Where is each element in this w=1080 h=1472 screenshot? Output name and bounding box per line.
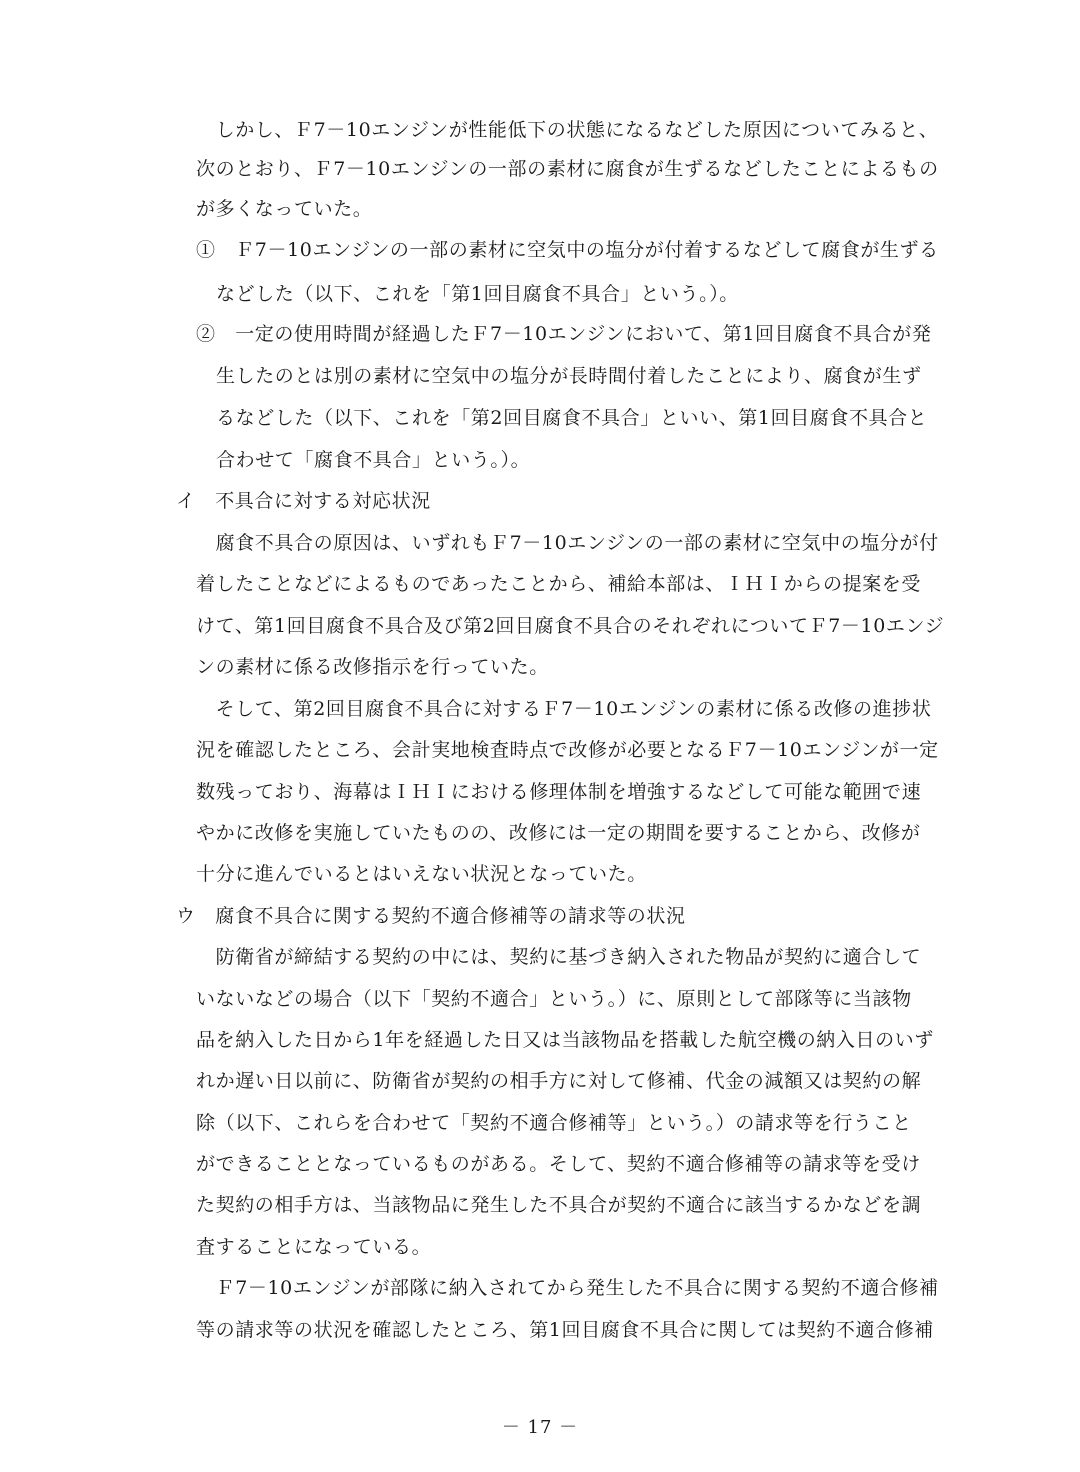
paragraph-4-line-5: 除（以下、これらを合わせて「契約不適合修補等」という。）の請求等を行うこと (196, 1112, 912, 1134)
paragraph-4-line-8: 査することになっている。 (196, 1236, 432, 1258)
paragraph-4-line-4: れか遅い日以前に、防衛省が契約の相手方に対して修補、代金の減額又は契約の解 (196, 1070, 922, 1092)
paragraph-2-line-4: ンの素材に係る改修指示を行っていた。 (196, 656, 549, 678)
paragraph-3-line-4: やかに改修を実施していたものの、改修には一定の期間を要することから、改修が (196, 822, 921, 844)
section-heading-i: イ 不具合に対する対応状況 (176, 490, 431, 512)
paragraph-2-line-3: けて、第1回目腐食不具合及び第2回目腐食不具合のそれぞれについてＦ7－10エンジ (196, 615, 945, 637)
list-item-2-line-1: ② 一定の使用時間が経過したＦ7－10エンジンにおいて、第1回目腐食不具合が発 (196, 323, 932, 345)
paragraph-4-line-7: た契約の相手方は、当該物品に発生した不具合が契約不適合に該当するかなどを調 (196, 1194, 922, 1216)
list-item-2-line-3: るなどした（以下、これを「第2回目腐食不具合」といい、第1回目腐食不具合と (216, 407, 928, 429)
paragraph-3-line-1: そして、第2回目腐食不具合に対するＦ7－10エンジンの素材に係る改修の進捗状 (196, 698, 932, 720)
list-item-2-line-2: 生したのとは別の素材に空気中の塩分が長時間付着したことにより、腐食が生ず (216, 365, 922, 387)
paragraph-3-line-5: 十分に進んでいるとはいえない状況となっていた。 (196, 863, 647, 885)
section-heading-u: ウ 腐食不具合に関する契約不適合修補等の請求等の状況 (176, 905, 686, 927)
paragraph-3-line-3: 数残っており、海幕はＩＨＩにおける修理体制を増強するなどして可能な範囲で速 (196, 781, 922, 803)
paragraph-3-line-2: 況を確認したところ、会計実地検査時点で改修が必要となるＦ7－10エンジンが一定 (196, 739, 939, 761)
paragraph-5-line-1: Ｆ7－10エンジンが部隊に納入されてから発生した不具合に関する契約不適合修補 (196, 1277, 939, 1299)
list-item-2-line-4: 合わせて「腐食不具合」という。）。 (216, 449, 531, 471)
paragraph-1-line-1: しかし、Ｆ7－10エンジンが性能低下の状態になるなどした原因についてみると、 (196, 119, 939, 141)
paragraph-1-line-3: が多くなっていた。 (196, 198, 373, 220)
list-item-1-line-1: ① Ｆ7－10エンジンの一部の素材に空気中の塩分が付着するなどして腐食が生ずる (196, 239, 939, 261)
paragraph-4-line-3: 品を納入した日から1年を経過した日又は当該物品を搭載した航空機の納入日のいず (196, 1029, 934, 1051)
paragraph-2-line-2: 着したことなどによるものであったことから、補給本部は、ＩＨＩからの提案を受 (196, 573, 922, 595)
paragraph-5-line-2: 等の請求等の状況を確認したところ、第1回目腐食不具合に関しては契約不適合修補 (196, 1319, 934, 1341)
page-number: － 17 － (501, 1417, 579, 1438)
paragraph-4-line-6: ができることとなっているものがある。そして、契約不適合修補等の請求等を受け (196, 1153, 921, 1175)
paragraph-2-line-1: 腐食不具合の原因は、いずれもＦ7－10エンジンの一部の素材に空気中の塩分が付 (196, 532, 939, 554)
list-item-1-line-2: などした（以下、これを「第1回目腐食不具合」という。）。 (216, 283, 739, 305)
paragraph-4-line-2: いないなどの場合（以下「契約不適合」という。）に、原則として部隊等に当該物 (196, 988, 912, 1010)
paragraph-1-line-2: 次のとおり、Ｆ7－10エンジンの一部の素材に腐食が生ずるなどしたことによるもの (196, 158, 939, 180)
paragraph-4-line-1: 防衛省が締結する契約の中には、契約に基づき納入された物品が契約に適合して (196, 946, 922, 968)
